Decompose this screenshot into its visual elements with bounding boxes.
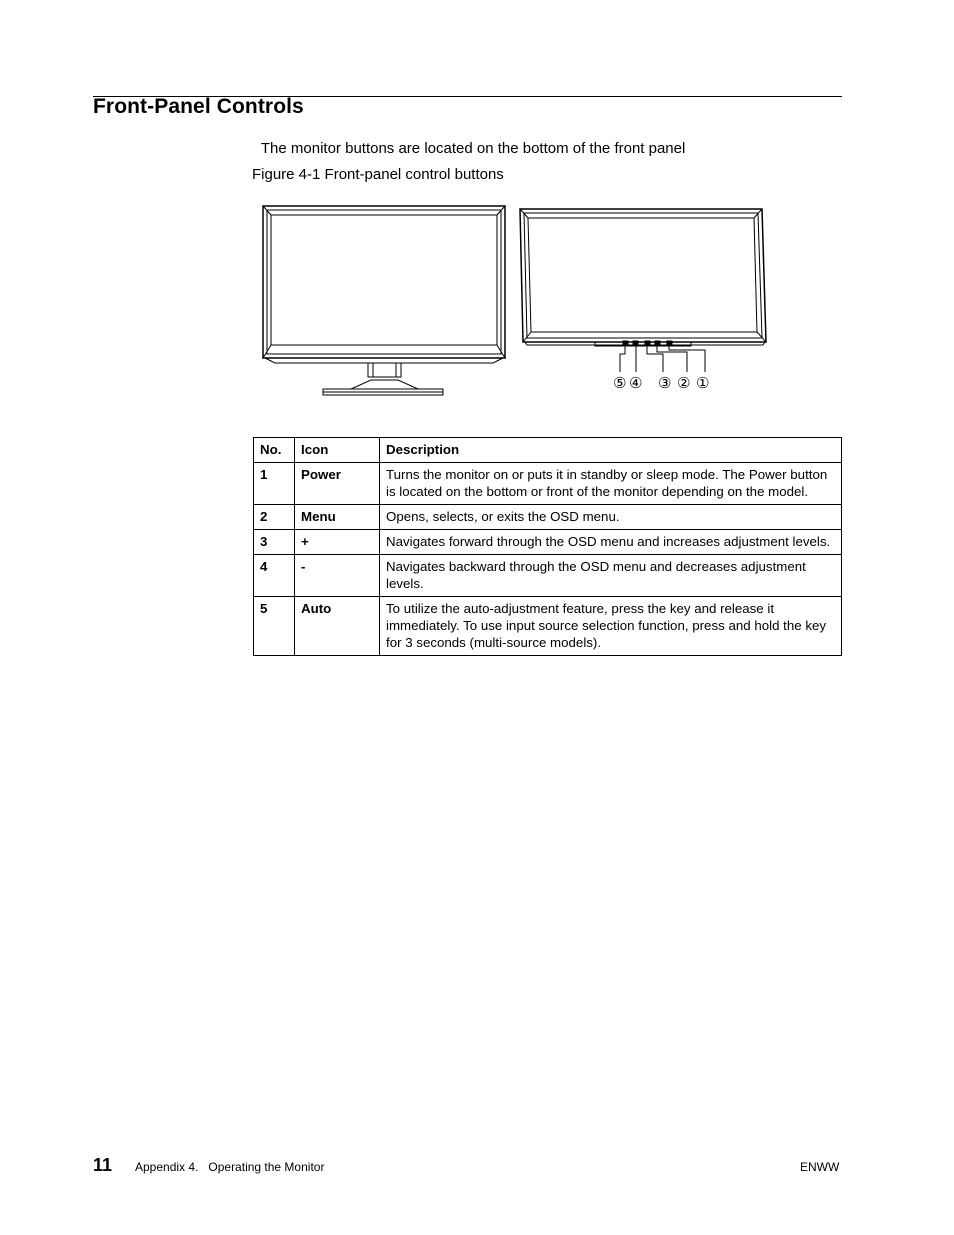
callout-3: ③ [658, 374, 672, 392]
callout-1: ① [696, 374, 710, 392]
row-description: Turns the monitor on or puts it in standby or sleep mode. The Power button is located on the bottom or front of the monitor depending on the model. [380, 463, 842, 505]
row-description: Navigates forward through the OSD menu and increases adjustment levels. [380, 530, 842, 555]
intro-text: The monitor buttons are located on the bottom of the front panel [257, 140, 686, 157]
row-no: 1 [254, 463, 295, 505]
footer-section: Appendix 4. Operating the Monitor [135, 1160, 325, 1174]
table-row [254, 597, 842, 656]
monitor-front-illustration [263, 206, 505, 395]
table-row [254, 555, 842, 597]
row-no: 5 [254, 597, 295, 656]
row-icon: - [295, 555, 380, 597]
controls-table [253, 437, 842, 656]
header-description: Description [380, 438, 842, 463]
table-header-row [254, 438, 842, 463]
table-row [254, 505, 842, 530]
page-title: Front-Panel Controls [93, 95, 304, 118]
row-no: 4 [254, 555, 295, 597]
row-icon: Auto [295, 597, 380, 656]
row-icon: + [295, 530, 380, 555]
monitor-bottom-illustration [520, 209, 766, 372]
header-no: No. [254, 438, 295, 463]
table-row [254, 530, 842, 555]
row-description: To utilize the auto-adjustment feature, press the key and release it immediately. To use input source selection function, press and hold the key for 3 seconds (multi-source models). [380, 597, 842, 656]
page-number: 11 [93, 1155, 113, 1175]
table-row [254, 463, 842, 505]
footer-right: ENWW [800, 1160, 840, 1174]
row-description: Navigates backward through the OSD menu and decreases adjustment levels. [380, 555, 842, 597]
callout-2: ② [677, 374, 691, 392]
row-no: 2 [254, 505, 295, 530]
callout-5: ⑤ [613, 374, 627, 392]
monitor-figure [255, 202, 775, 404]
callout-4: ④ [629, 374, 643, 392]
header-icon: Icon [295, 438, 380, 463]
row-no: 3 [254, 530, 295, 555]
row-icon: Power [295, 463, 380, 505]
row-description: Opens, selects, or exits the OSD menu. [380, 505, 842, 530]
row-icon: Menu [295, 505, 380, 530]
figure-caption: Figure 4-1 Front-panel control buttons [252, 166, 504, 183]
